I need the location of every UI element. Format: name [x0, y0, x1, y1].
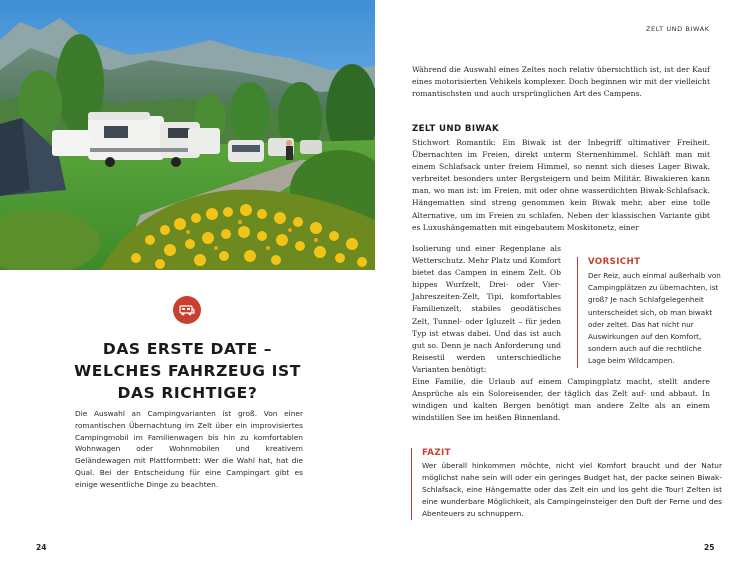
fazit-text: Wer überall hinkommen möchte, nicht viel Komfort braucht und der Natur möglichst nahe sein will oder ein geringes Budget hat, der packe seinen Biwak-Schlafsack, eine Hängematte oder das Zelt ein und los geht die Tour! Zelten ist eine wunderbare Möglichkeit, als Campingeinsteiger den Duft der Ferne und des Abenteuers zu schnuppern. [422, 461, 722, 518]
fazit-box [411, 448, 722, 520]
intro-paragraph: Die Auswahl an Campingvarianten ist groß. Von einer romantischen Übernachtung im Zelt über ein improvisiertes Campingmobil im Familienwagen bis hin zu komfortablen Wohnwagen oder Wohnmobilen und kreativem Geländewagen mit Plattformbett: Wer die Wahl hat, hat die Qual. Bei der Entscheidung für eine Campingart gibt es einige wesentliche Dinge zu beachten. [75, 409, 303, 489]
opening-paragraph: Während die Auswahl eines Zeltes noch relativ übersichtlich ist, ist der Kauf eines motorisierten Vehikels komplexer. Doch beginnen wir mit der vielleicht romantischsten und auch ursprünglichen Art des Campens. [412, 65, 710, 99]
chapter-headline [60, 338, 315, 404]
page-number-right: 25 [704, 543, 715, 552]
page-number-left: 24 [36, 543, 47, 552]
headline-line-3: DAS RICHTIGE? [117, 384, 258, 402]
section-heading: ZELT UND BIWAK [412, 124, 500, 134]
caution-box [577, 257, 721, 368]
section-body-full: Stichwort Romantik: Ein Biwak ist der Inbegriff ultimativer Freiheit. Übernachten im Freien, direkt unterm Sternenhimmel. Schläft man mit einem Schlafsack unter freiem Himmel, so nennt sich dieses Lager Biwak, verbreitet besonders unter Bergsteigern und beim Militär. Biwakieren kann man, wo man ist: im Freien, mit oder ohne wasserdichten Biwak-Schlafsack. Hängematten sind streng genommen kein Biwak mehr, aber eine tolle Alternative, um im Freien zu schlafen. Neben der klassischen Variante gibt es Luxushängematten mit eingebautem Moskitonetz, einer [412, 138, 710, 232]
caution-heading: VORSICHT [588, 257, 641, 267]
campsite-photo [0, 0, 375, 270]
fazit-heading: FAZIT [422, 448, 451, 458]
running-head: ZELT UND BIWAK [646, 25, 710, 33]
headline-line-1: DAS ERSTE DATE – [102, 340, 273, 358]
headline-line-2: WELCHES FAHRZEUG IST [74, 362, 301, 380]
section-body-narrow: Isolierung und einer Regenplane als Wetterschutz. Mehr Platz und Komfort bietet das Campen in einem Zelt. Ob hippes Wurfzelt, Drei- oder Vier-Jahreszeiten-Zelt, Tipi, komfortables Familienzelt, stabiles geodätisches Zelt, Tunnel- oder Igluzelt – für jeden Typ ist etwas dabei. Und das ist auch gut so. Denn je nach Anforderung und Reisestil werden unterschiedliche Varianten benötigt: [412, 244, 561, 374]
caution-text: Der Reiz, auch einmal außerhalb von Campingplätzen zu übernachten, ist groß? Je nach Schlafgelegenheit unterscheidet sich, ob man biwakt oder zeltet. Das hat nicht nur Auswirkungen auf den Komfort, sondern auch auf die rechtliche Lage beim Wildcampen. [588, 271, 721, 366]
camper-van-icon [173, 296, 201, 324]
section-body-end: Eine Familie, die Urlaub auf einem Campingplatz macht, stellt andere Ansprüche als ein Soloreisender, der täglich das Zelt auf- und abbaut. In windigen und kalten Bergen benötigt man andere Zelte als an einem windstillen See im heißen Binnenland. [412, 377, 710, 423]
